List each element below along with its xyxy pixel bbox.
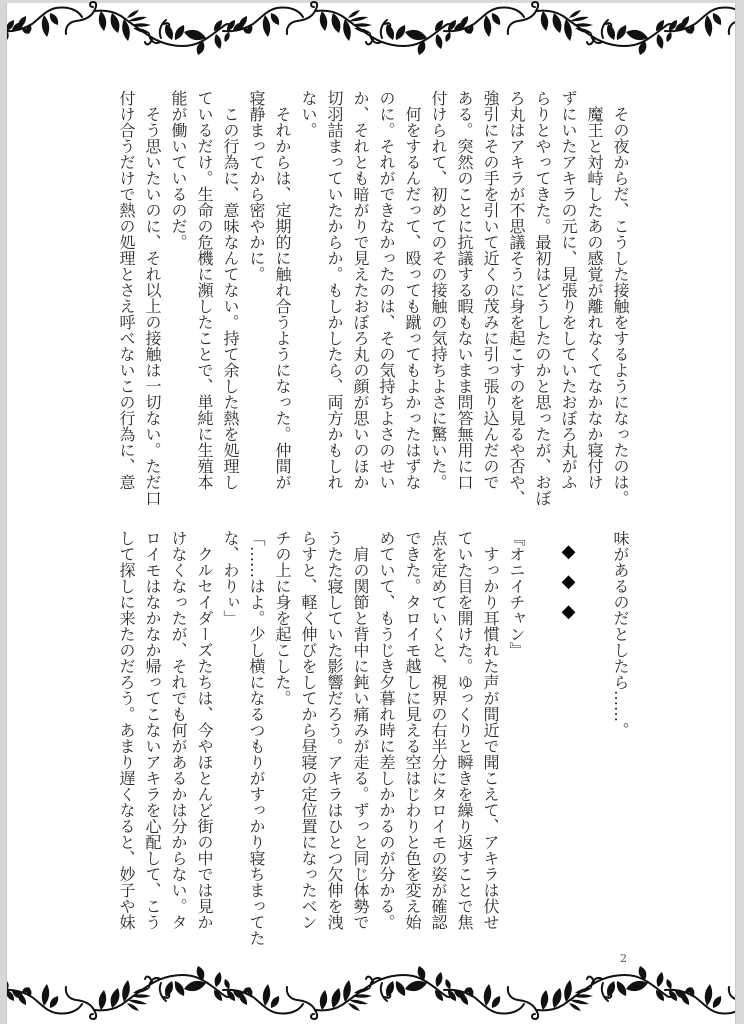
vine-leaf xyxy=(657,34,664,49)
vine-leaf xyxy=(666,979,671,989)
vine-leaf xyxy=(184,981,206,991)
vine-leaf xyxy=(396,25,405,40)
vine-leaf xyxy=(271,13,279,25)
vine-stem xyxy=(366,977,373,982)
vine-stem xyxy=(508,2,538,34)
vine-leaf xyxy=(224,32,229,42)
vine-leaf xyxy=(626,981,648,991)
vine-leaf xyxy=(541,11,548,31)
vine-leaf xyxy=(175,25,184,40)
vine-leaf xyxy=(626,30,648,40)
vine-leaf xyxy=(99,990,106,1010)
text-column: うたた寝していた影響だろう。アキラはひとつ欠伸を洩 xyxy=(325,530,344,930)
text-column: 肩の関節と背中に鈍い痛みが走る。ずっと同じ体勢で xyxy=(351,530,370,930)
vine-leaf xyxy=(354,28,371,33)
text-column: らりとやってきた。最初はどうしたのかと思ったが、おぼ xyxy=(533,90,552,506)
vine-leaf xyxy=(396,981,405,996)
bottom-vine-ornament-icon xyxy=(7,964,735,1024)
vine-leaf xyxy=(705,15,712,37)
page-frame-left xyxy=(0,0,7,1024)
vine-leaf xyxy=(484,15,491,37)
vine-leaf xyxy=(349,1000,368,1005)
text-column: ていた目を開けた。ゆっくりと瞬きを繰り返すことで焦 xyxy=(455,530,474,930)
vine-leaf xyxy=(263,984,270,1006)
vine-stem xyxy=(587,39,594,44)
text-column: らすと、軽く伸びをしてから昼寝の定位置になったベン xyxy=(299,530,318,930)
vine-leaf xyxy=(575,28,592,33)
text-column: チの上に身を起こした。 xyxy=(273,530,292,706)
text-column: ある。突然のことに抗議する暇もないまま問答無用に口 xyxy=(455,90,474,490)
text-column: 魔王と対峙したあの感覚が離れなくてなかなか寝付け xyxy=(585,90,604,490)
vine-leaf xyxy=(445,979,450,989)
vine-leaf xyxy=(569,10,581,18)
vine-leaf xyxy=(492,996,500,1008)
vine-leaf xyxy=(215,34,222,49)
vine-leaf xyxy=(386,24,394,40)
vine-stem xyxy=(587,977,594,982)
vine-leaf xyxy=(332,988,341,1008)
text-column: クルセイダーズたちは、今やほとんど街の中では見か xyxy=(195,530,214,930)
vine-leaf xyxy=(320,11,327,31)
vine-leaf xyxy=(50,13,58,25)
vine-stem xyxy=(665,7,735,31)
vine-segment xyxy=(7,966,232,1019)
vine-leaf xyxy=(657,972,664,987)
vine-segment xyxy=(7,2,232,55)
text-column: 『オニイチャン』 xyxy=(507,530,526,658)
vine-leaf xyxy=(570,1000,589,1005)
vine-leaf xyxy=(607,24,615,40)
text-column: めていて、もうじき夕暮れ時に差しかかるのが分かる。 xyxy=(377,530,396,930)
vine-leaf xyxy=(607,981,615,997)
vine-stem xyxy=(287,2,317,34)
vine-leaf xyxy=(332,13,341,33)
text-column: 寝静まってから密やかに。 xyxy=(247,90,266,282)
vine-stem xyxy=(66,987,96,1019)
vine-segment xyxy=(665,2,735,55)
vine-leaf xyxy=(128,17,147,22)
text-column: ろ丸はアキラが不思議そうに身を起こすのを見るや否や、 xyxy=(507,90,526,506)
vine-stem xyxy=(287,987,317,1019)
vine-leaf xyxy=(127,1003,139,1011)
text-column: 「……はよ。少し横になるつもりがすっかり寝ちまってた xyxy=(247,530,266,946)
vine-leaf xyxy=(165,24,173,40)
vine-leaf xyxy=(348,1003,360,1011)
column-spacer xyxy=(581,530,607,930)
text-column: か、それとも暗がりで見えたおぼろ丸の顔が思いのほか xyxy=(351,90,370,490)
vine-leaf xyxy=(50,996,58,1008)
text-column: 強引にその手を引いて近くの茂みに引っ張り込んだので xyxy=(481,90,500,490)
vine-segment xyxy=(223,966,453,1019)
text-column: 切羽詰まっていたからか。もしかしたら、両方かもしれ xyxy=(325,90,344,490)
text-column: この行為に、意味なんてない。持て余した熱を処理し xyxy=(221,90,240,490)
text-column: のに。それができなかったのは、その気持ちよさのせい xyxy=(377,90,396,490)
text-column: ない。 xyxy=(299,90,318,138)
vine-leaf xyxy=(575,988,592,993)
vine-leaf xyxy=(133,988,150,993)
vine-leaf xyxy=(320,990,327,1010)
vine-leaf xyxy=(224,979,229,989)
diamond-mark-icon: ◆ xyxy=(558,570,579,592)
text-column: 能が働いているのだ。 xyxy=(169,90,188,250)
vine-leaf xyxy=(713,996,721,1008)
vine-leaf xyxy=(553,988,562,1008)
section-break xyxy=(555,530,581,930)
text-column: けなくなったが、それでも何があるかは分からない。タ xyxy=(169,530,188,930)
vine-leaf xyxy=(7,979,9,989)
diamond-mark-icon: ◆ xyxy=(558,540,579,562)
vine-leaf xyxy=(553,13,562,33)
vine-leaf xyxy=(713,13,721,25)
vine-leaf xyxy=(405,981,427,991)
vine-leaf xyxy=(128,1000,147,1005)
vine-leaf xyxy=(386,981,394,997)
vine-leaf xyxy=(541,990,548,1010)
page-number: 2 xyxy=(620,952,627,965)
vine-leaf xyxy=(705,984,712,1006)
vine-leaf xyxy=(175,981,184,996)
vine-stem xyxy=(366,39,373,44)
vine-leaf xyxy=(42,984,49,1006)
vine-leaf xyxy=(436,972,443,987)
vine-segment xyxy=(444,2,674,55)
vine-leaf xyxy=(133,28,150,33)
vine-leaf xyxy=(215,972,222,987)
page-frame-right xyxy=(735,0,744,1024)
text-column: ロイモはなかなか帰ってこないアキラを心配して、こう xyxy=(143,530,162,930)
upper-text-block xyxy=(113,90,633,506)
vine-leaf xyxy=(569,1003,581,1011)
text-column: ずにいたアキラの元に、見張りをしていたおぼろ丸がふ xyxy=(559,90,578,490)
vine-stem xyxy=(665,990,735,1014)
vine-border xyxy=(7,2,735,55)
vine-leaf xyxy=(127,10,139,18)
text-column: 付けられて、初めてのその接触の気持ちよさに驚いた。 xyxy=(429,90,448,490)
text-column: して探しに来たのだろう。あまり遅くなると、妙子や妹 xyxy=(117,530,136,930)
vine-segment xyxy=(444,966,674,1019)
diamond-mark-icon: ◆ xyxy=(558,600,579,622)
vine-leaf xyxy=(111,988,120,1008)
text-column: そう思いたいのに、それ以上の接触は一切ない。ただ口 xyxy=(143,90,162,506)
vine-leaf xyxy=(7,32,9,42)
vine-leaf xyxy=(436,34,443,49)
vine-leaf xyxy=(405,30,427,40)
vine-leaf xyxy=(445,32,450,42)
vine-leaf xyxy=(184,30,206,40)
text-column: 味があるのだとしたら……。 xyxy=(611,530,630,738)
text-column: ているだけ。生命の危機に瀕したことで、単純に生殖本 xyxy=(195,90,214,490)
vine-stem xyxy=(508,987,538,1019)
text-column: 付け合うだけで熱の処理とさえ呼べないこの行為に、意 xyxy=(117,90,136,490)
vine-leaf xyxy=(349,17,368,22)
vine-leaf xyxy=(617,981,626,996)
top-vine-ornament-icon xyxy=(7,0,735,60)
text-column: な、わりぃ」 xyxy=(221,530,240,626)
column-spacer xyxy=(529,530,555,930)
vine-segment xyxy=(665,966,735,1019)
vine-border xyxy=(7,966,735,1019)
vine-leaf xyxy=(165,981,173,997)
text-column: その夜からだ、こうした接触をするようになったのは。 xyxy=(611,90,630,506)
vine-leaf xyxy=(666,32,671,42)
text-column: 点を定めていくと、視界の右半分にタロイモの姿が確認 xyxy=(429,530,448,930)
vine-leaf xyxy=(354,988,371,993)
vine-leaf xyxy=(570,17,589,22)
vine-leaf xyxy=(111,13,120,33)
lower-text-block xyxy=(113,530,633,946)
text-column: すっかり耳慣れた声が間近で聞こえて、アキラは伏せ xyxy=(481,530,500,930)
vine-leaf xyxy=(492,13,500,25)
vine-leaf xyxy=(271,996,279,1008)
text-column: それからは、定期的に触れ合うようになった。仲間が xyxy=(273,90,292,490)
text-column: できた。タロイモ越しに見える空はじわりと色を変え始 xyxy=(403,530,422,930)
vine-stem xyxy=(145,977,152,982)
vine-stem xyxy=(145,39,152,44)
vine-segment xyxy=(223,2,453,55)
vine-stem xyxy=(66,2,96,34)
vine-leaf xyxy=(263,15,270,37)
text-column: 何をするんだって、殴っても蹴ってもよかったはずな xyxy=(403,90,422,490)
vine-leaf xyxy=(484,984,491,1006)
vine-leaf xyxy=(617,25,626,40)
vine-leaf xyxy=(99,11,106,31)
vine-leaf xyxy=(42,15,49,37)
vine-leaf xyxy=(348,10,360,18)
